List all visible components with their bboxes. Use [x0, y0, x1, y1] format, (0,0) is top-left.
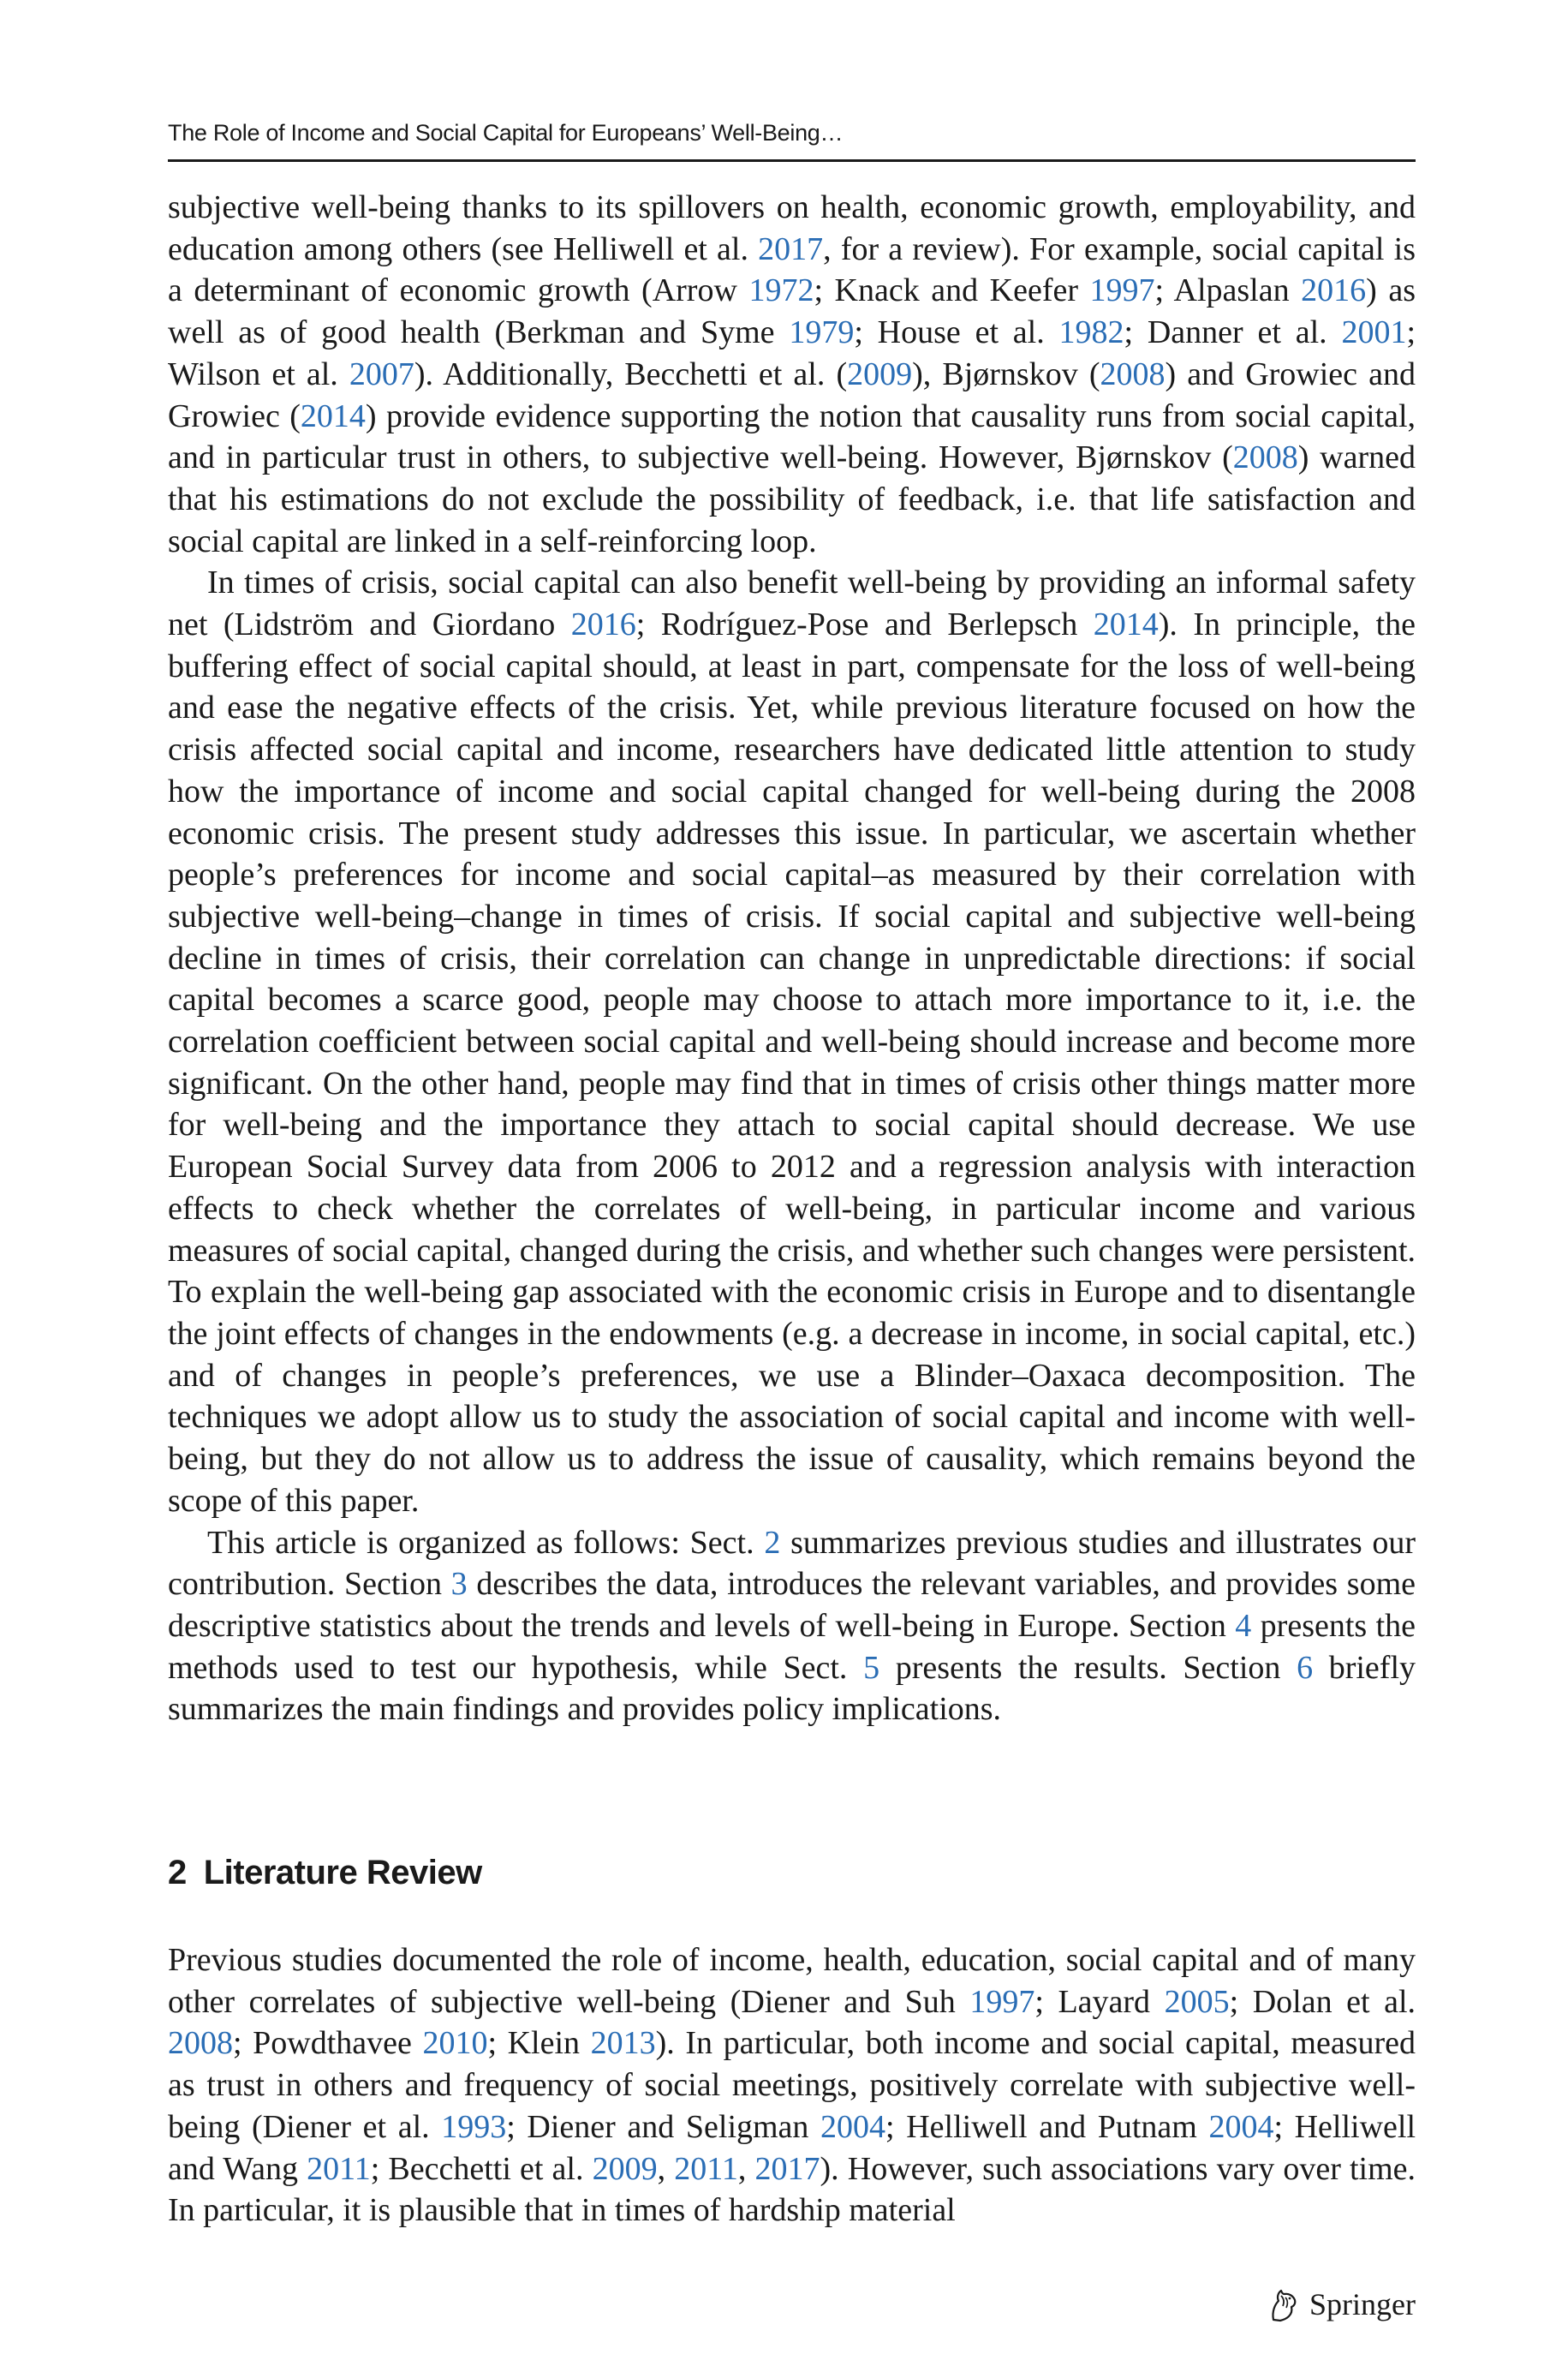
citation-link[interactable]: 2016 [1301, 272, 1367, 309]
citation-link[interactable]: 1982 [1058, 314, 1124, 351]
citation-link[interactable]: 2011 [307, 2150, 371, 2187]
paragraph-spillovers: subjective well-being thanks to its spillovers on health, economic growth, employability, and education among others (see Helliwell et al. 2017, for a review). For example, social capital is a determinant of economic growth (Arrow 1972; Knack and Keefer 1997; Alpaslan 2016) as well as of good health (Berkman and Syme 1979; House et al. 1982; Danner et al. 2001; Wilson et al. 2007). Additionally, Becchetti et al. (2009), Bjørnskov (2008) and Growiec and Growiec (2014) provide evidence supporting the notion that causality runs from social capital, and in particular trust in others, to subjective well-being. However, Bjørnskov (2008) warned that his estimations do not exclude the possibility of feedback, i.e. that life satisfaction and social capital are linked in a self-reinforcing loop. [168, 189, 1416, 559]
springer-horse-icon [1267, 2285, 1301, 2323]
citation-link[interactable]: 2014 [300, 397, 366, 434]
citation-link[interactable]: 2007 [349, 356, 414, 392]
paragraph-organization: This article is organized as follows: Sect. 2 summarizes previous studies and illustrates our contribution. Section 3 describes the data, introduces the relevant variables, and provides some descriptive statistics about the trends and levels of well-being in Europe. Section 4 presents the methods used to test our hypothesis, while Sect. 5 presents the results. Section 6 briefly summarizes the main findings and provides policy implications. [168, 1524, 1416, 1728]
citation-link[interactable]: 2009 [592, 2150, 658, 2187]
citation-link[interactable]: 2008 [1232, 439, 1298, 476]
header-rule [168, 159, 1416, 162]
citation-link[interactable]: 2013 [590, 2025, 656, 2062]
citation-link[interactable]: 4 [1235, 1607, 1252, 1644]
citation-link[interactable]: 2004 [1208, 2108, 1274, 2145]
citation-link[interactable]: 2017 [758, 230, 824, 267]
citation-link[interactable]: 1972 [748, 272, 814, 309]
citation-link[interactable]: 5 [863, 1649, 880, 1686]
citation-link[interactable]: 2009 [847, 356, 913, 392]
intro-body [168, 187, 1416, 1730]
section-heading [168, 1854, 482, 1892]
citation-link[interactable]: 1997 [969, 1983, 1035, 2020]
citation-link[interactable]: 2001 [1341, 314, 1407, 351]
citation-link[interactable]: 2014 [1093, 606, 1159, 643]
section-title: Literature Review [203, 1854, 482, 1891]
citation-link[interactable]: 2017 [754, 2150, 820, 2187]
running-head-title: The Role of Income and Social Capital for Europeans’ Well-Being… [168, 120, 844, 146]
citation-link[interactable]: 2005 [1164, 1983, 1230, 2020]
citation-link[interactable]: 2016 [570, 606, 636, 643]
paragraph-literature: Previous studies documented the role of income, health, education, social capital and of many other correlates of subjective well-being (Diener and Suh 1997; Layard 2005; Dolan et al. 2008; Powdthavee 2010; Klein 2013). In particular, both income and social capital, measured as trust in others and frequency of social meetings, positively correlate with subjective well-being (Diener et al. 1993; Diener and Seligman 2004; Helliwell and Putnam 2004; Helliwell and Wang 2011; Becchetti et al. 2009, 2011, 2017). However, such associations vary over time. In particular, it is plausible that in times of hardship material [168, 1942, 1416, 2229]
citation-link[interactable]: 3 [450, 1566, 468, 1603]
review-body [168, 1939, 1416, 2232]
citation-link[interactable]: 1997 [1089, 272, 1155, 309]
publisher-mark [1267, 2285, 1416, 2323]
publisher-name: Springer [1309, 2287, 1416, 2321]
citation-link[interactable]: 2 [764, 1524, 781, 1561]
citation-link[interactable]: 1979 [789, 314, 855, 351]
citation-link[interactable]: 6 [1297, 1649, 1314, 1686]
section-number: 2 [168, 1854, 187, 1891]
citation-link[interactable]: 2008 [168, 2025, 233, 2062]
citation-link[interactable]: 2004 [820, 2108, 886, 2145]
citation-link[interactable]: 1993 [441, 2108, 507, 2145]
paragraph-crisis: In times of crisis, social capital can also benefit well-being by providing an informal safety net (Lidström and Giordano 2016; Rodríguez-Pose and Berlepsch 2014). In principle, the buffering effect of social capital should, at least in part, compensate for the loss of well-being and ease the negative effects of the crisis. Yet, while previous literature focused on how the crisis affected social capital and income, researchers have dedicated little attention to study how the importance of income and social capital changed for well-being during the 2008 economic crisis. The present study addresses this issue. In particular, we ascertain whether people’s preferences for income and social capital–as measured by their correlation with subjective well-being–change in times of crisis. If social capital and subjective well-being decline in times of crisis, their correlation can change in unpredictable directions: if social capital becomes a scarce good, people may choose to attach more importance to it, i.e. the correlation coefficient between social capital and well-being should increase and become more significant. On the other hand, people may find that in times of crisis other things matter more for well-being and the importance they attach to social capital should decrease. We use European Social Survey data from 2006 to 2012 and a regression analysis with interaction effects to check whether the correlates of well-being, in particular income and various measures of social capital, changed during the crisis, and whether such changes were persistent. To explain the well-being gap associated with the economic crisis in Europe and to disentangle the joint effects of changes in the endowments (e.g. a decrease in income, in social capital, etc.) and of changes in people’s preferences, we use a Blinder–Oaxaca decomposition. The techniques we adopt allow us to study the association of social capital and income with well-being, but they do not allow us to address the issue of causality, which remains beyond the scope of this paper. [168, 565, 1416, 1519]
citation-link[interactable]: 2011 [674, 2150, 738, 2187]
citation-link[interactable]: 2010 [422, 2025, 488, 2062]
citation-link[interactable]: 2008 [1100, 356, 1166, 392]
